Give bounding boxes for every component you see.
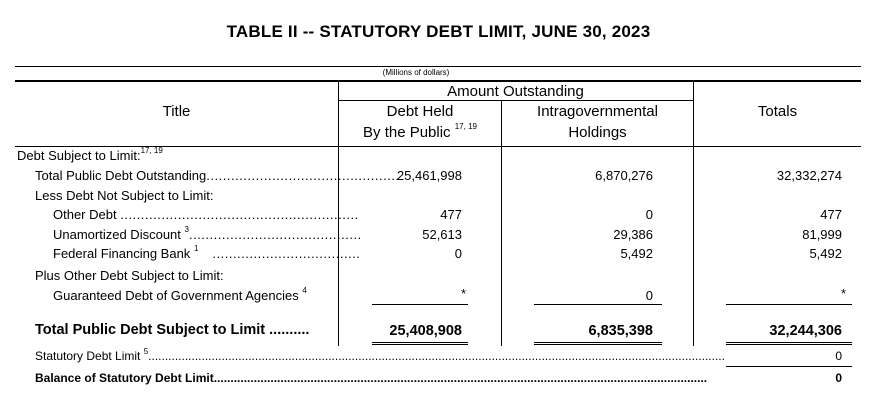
footnote-ref: 17, 19 <box>454 122 477 131</box>
header-amount-outstanding: Amount Outstanding <box>447 83 584 100</box>
cell-intra: 0 <box>645 207 653 222</box>
subtotal-rule <box>372 304 468 305</box>
row-label: Guaranteed Debt of Government Agencies $^4$ <box>53 286 307 303</box>
cell-total: * <box>840 286 846 301</box>
cell-total: 81,999 <box>802 227 842 242</box>
cell-public: * <box>460 286 466 301</box>
row-label: Debt Subject to Limit:$^{17, 19}$ <box>17 146 163 163</box>
cell-total: 477 <box>820 207 842 222</box>
top-rule <box>15 66 861 67</box>
total-total: 32,244,306 <box>769 323 842 339</box>
total-public: 25,408,908 <box>389 323 462 339</box>
row-label: Total Public Debt Outstanding............................................... <box>35 168 400 183</box>
cell-public: 477 <box>440 207 462 222</box>
total-double-rule <box>726 344 852 345</box>
cell-intra: 6,870,276 <box>595 168 653 183</box>
cell-public: 0 <box>454 246 462 261</box>
total-intra: 6,835,398 <box>588 323 653 339</box>
row-label: Other Debt .......................................................... <box>53 207 359 222</box>
total-double-rule <box>372 342 468 343</box>
cell-total: 32,332,274 <box>776 168 842 183</box>
cell-public: 52,613 <box>422 227 462 242</box>
header-intra-line1: Intragovernmental <box>537 103 658 120</box>
statutory-label: Statutory Debt Limit $^5$............................................................................................................................................................................. <box>35 347 725 363</box>
header-totals: Totals <box>757 103 798 120</box>
row-label: Less Debt Not Subject to Limit: <box>35 188 214 203</box>
subtotal-rule <box>726 304 852 305</box>
header-intra-line2: Holdings <box>568 124 627 141</box>
units-label: (Millions of dollars) <box>382 68 450 77</box>
statutory-total: 0 <box>835 349 842 363</box>
header-title: Title <box>162 103 191 120</box>
cell-public: 25,461,998 <box>396 168 462 183</box>
balance-label: Balance of Statutory Debt Limit.................................................................................................................................................... <box>35 371 708 385</box>
group-rule <box>338 100 693 101</box>
total-double-rule <box>372 344 468 345</box>
total-double-rule <box>726 342 852 343</box>
statutory-rule <box>726 366 852 367</box>
table-title: TABLE II -- STATUTORY DEBT LIMIT, JUNE 30, 2023 <box>226 22 651 41</box>
header-public-line2: By the Public $^{17, 19}$ <box>363 122 477 141</box>
cell-intra: 29,386 <box>613 227 653 242</box>
row-label: Plus Other Debt Subject to Limit: <box>35 268 224 283</box>
total-double-rule <box>534 342 662 343</box>
cell-total: 5,492 <box>809 246 842 261</box>
total-double-rule <box>534 344 662 345</box>
row-label: Federal Financing Bank $^1$ .................................... <box>53 244 361 261</box>
subtotal-rule <box>534 304 662 305</box>
header-rule <box>15 80 861 82</box>
cell-intra: 0 <box>645 288 653 303</box>
row-label: Unamortized Discount $^3$.......................................... <box>53 225 362 242</box>
cell-intra: 5,492 <box>620 246 653 261</box>
total-row-label: Total Public Debt Subject to Limit .......... <box>35 322 310 338</box>
balance-total: 0 <box>835 371 842 385</box>
header-public-line1: Debt Held <box>386 103 454 120</box>
